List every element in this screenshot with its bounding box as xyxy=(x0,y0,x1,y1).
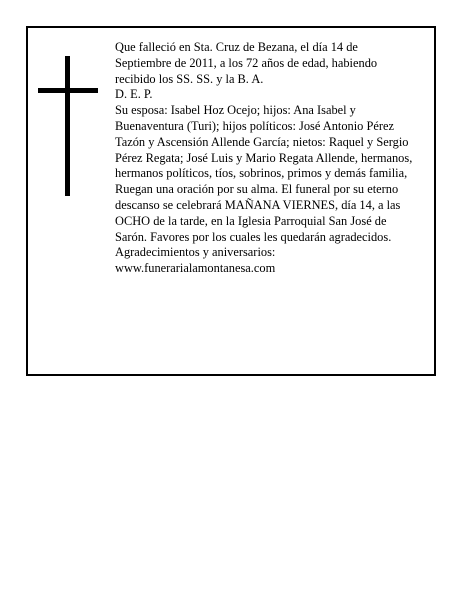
website-link: www.funerarialamontanesa.com xyxy=(115,261,276,276)
death-announcement: Que falleció en Sta. Cruz de Bezana, el día 14 de Septiembre de 2011, a los 72 años de edad, habiendo recibido los SS. SS. y la B. A. xyxy=(115,40,378,86)
cross-horizontal-bar xyxy=(38,88,98,93)
family-list: Su esposa: Isabel Hoz Ocejo; hijos: Ana Isabel y Buenaventura (Turi); hijos políticos: José Antonio Pérez Tazón y Ascensión Allende García; nietos: Raquel y Sergio Pérez Regata; José Luis y Mario Regata Allende, hermanos, hermanos políticos, tíos, sobrinos, primos y demás familia, xyxy=(115,103,413,181)
cross-icon xyxy=(38,56,98,196)
obituary-notice xyxy=(26,26,436,376)
thanks-line: Agradecimientos y aniversarios: xyxy=(115,245,276,260)
funeral-details: Ruegan una oración por su alma. El funeral por su eterno descanso se celebrará MAÑANA VIERNES, día 14, a las OCHO de la tarde, en la Iglesia Parroquial San José de Sarón. Favores por los cuales les quedarán agradecidos. xyxy=(115,182,401,244)
notice-text xyxy=(115,40,413,277)
cross-vertical-bar xyxy=(65,56,70,196)
rip-line: D. E. P. xyxy=(115,87,153,102)
